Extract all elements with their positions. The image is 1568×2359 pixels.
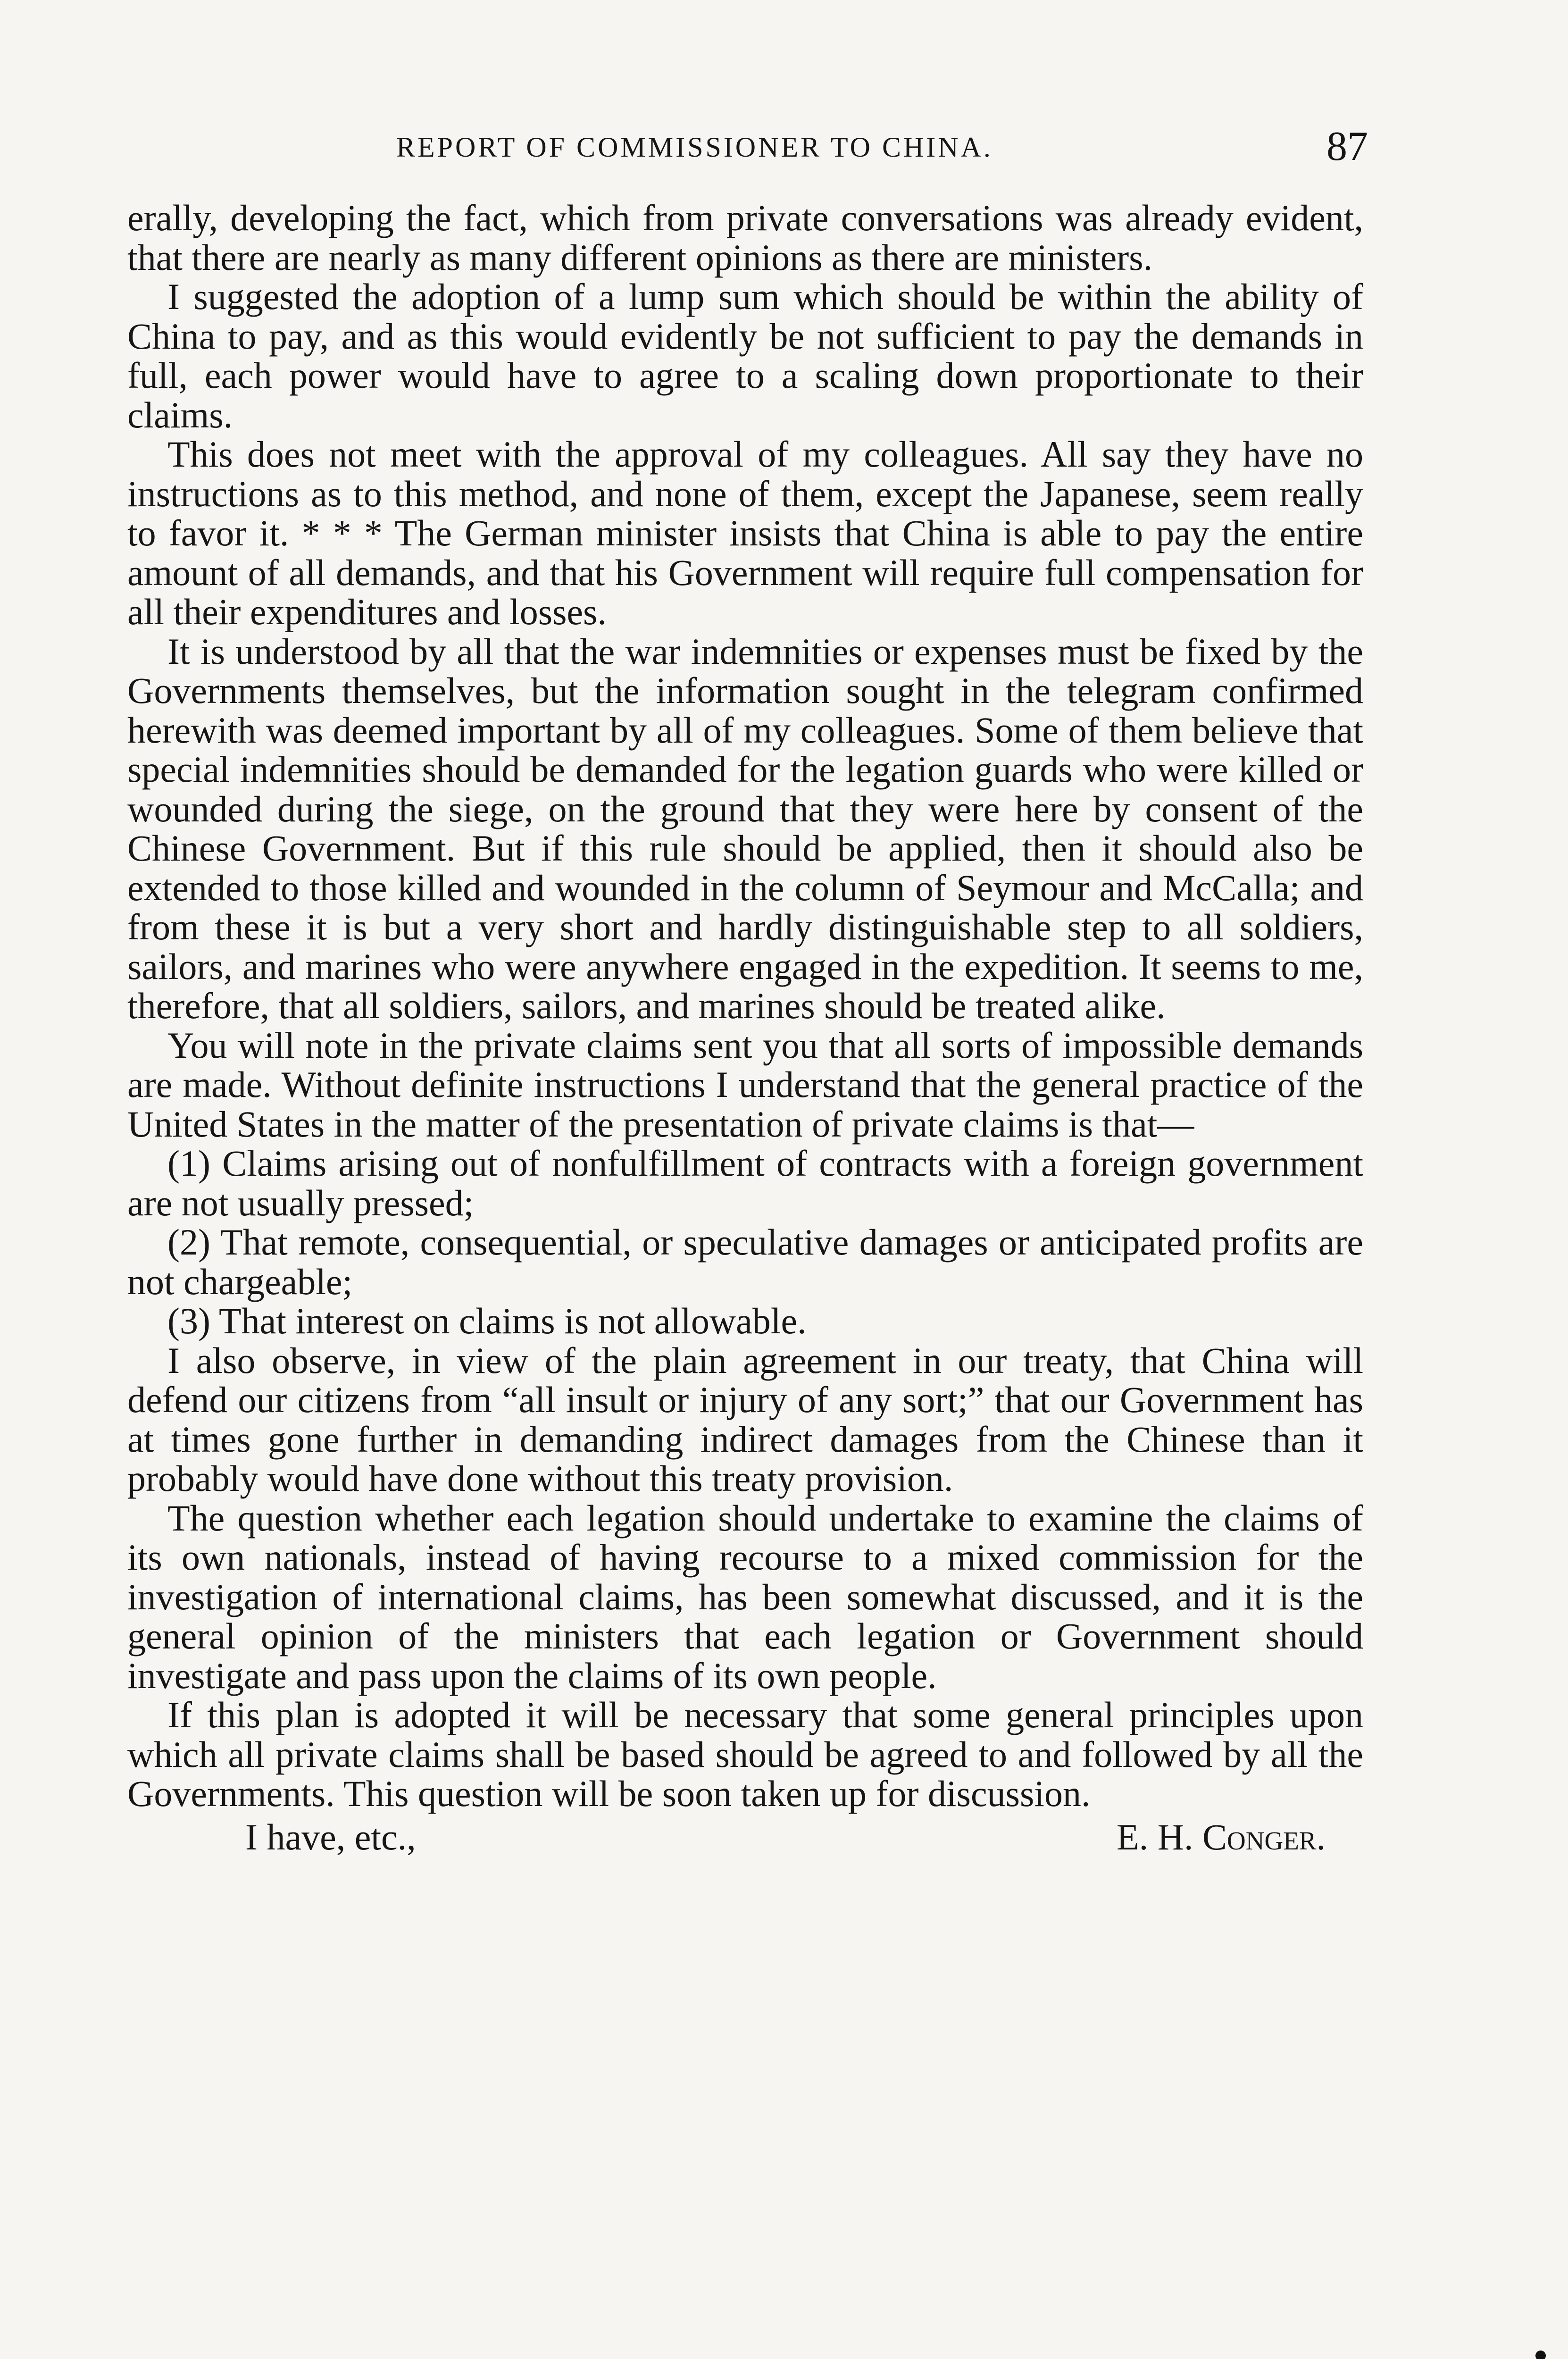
signer-name: E. H. Conger. bbox=[1117, 1816, 1326, 1857]
paragraph-continuation: erally, developing the fact, which from private conversations was already evident, that there are nearly as many different opinions as there are ministers. bbox=[127, 197, 1363, 278]
paragraph-lump-sum: I suggested the adoption of a lump sum which should be within the ability of China to pay, and as this would evidently be not sufficient to pay the demands in full, each power would have to agree to a scaling down proportionate to their claims. bbox=[127, 276, 1363, 435]
paragraph-private-claims: You will note in the private claims sent you that all sorts of impossible demands are made. Without definite instructions I understand that the general practice of the United States in the matter of the presentation of private claims is that— bbox=[127, 1024, 1363, 1145]
ink-mark bbox=[1535, 2351, 1546, 2359]
claim-rule-3: (3) That interest on claims is not allowable. bbox=[167, 1300, 807, 1341]
page-number: 87 bbox=[1326, 124, 1368, 169]
paragraph-general-principles: If this plan is adopted it will be necessary that some general principles upon which all private claims shall be based should be agreed to and followed by all the Governments. This question will be soon taken up for discussion. bbox=[127, 1694, 1363, 1814]
signature-line bbox=[127, 1817, 1363, 1857]
closing-phrase: I have, etc., bbox=[245, 1816, 416, 1857]
paragraph-indemnities: It is understood by all that the war indemnities or expenses must be fixed by the Governments themselves, but the information sought in the telegram confirmed herewith was deemed important by all of my colleagues. Some of them believe that special indemnities should be demanded for the legation guards who were killed or wounded during the siege, on the ground that they were here by consent of the Chinese Government. But if this rule should be applied, then it should also be extended to those killed and wounded in the column of Seymour and McCalla; and from these it is but a very short and hardly distinguishable step to all soldiers, sailors, and marines who were anywhere engaged in the expedition. It seems to me, therefore, that all soldiers, sailors, and marines should be treated alike. bbox=[127, 630, 1363, 1026]
paragraph-approval: This does not meet with the approval of my colleagues. All say they have no instructions as to this method, and none of them, except the Japanese, seem really to favor it. * * * The German minister insists that China is able to pay the entire amount of all demands, and that his Government will require full compensation for all their expenditures and losses. bbox=[127, 434, 1363, 632]
claim-rule-1: (1) Claims arising out of nonfulfillment of contracts with a foreign government are not usually pressed; bbox=[127, 1143, 1363, 1223]
running-title: REPORT OF COMMISSIONER TO CHINA. bbox=[396, 132, 993, 163]
paragraph-legation-claims: The question whether each legation should undertake to examine the claims of its own nationals, instead of having recourse to a mixed commission for the investigation of international claims, has been somewhat discussed, and it is the general opinion of the ministers that each legation or Government should investigate and pass upon the claims of its own people. bbox=[127, 1497, 1363, 1696]
paragraph-treaty: I also observe, in view of the plain agreement in our treaty, that China will defend our citizens from “all insult or injury of any sort;” that our Government has at times gone further in demanding indirect damages from the Chinese than it probably would have done without this treaty provision. bbox=[127, 1339, 1363, 1499]
page-header bbox=[132, 118, 1368, 175]
letter-body bbox=[127, 198, 1363, 1857]
claim-rule-2: (2) That remote, consequential, or speculative damages or anticipated profits are not chargeable; bbox=[127, 1221, 1363, 1302]
